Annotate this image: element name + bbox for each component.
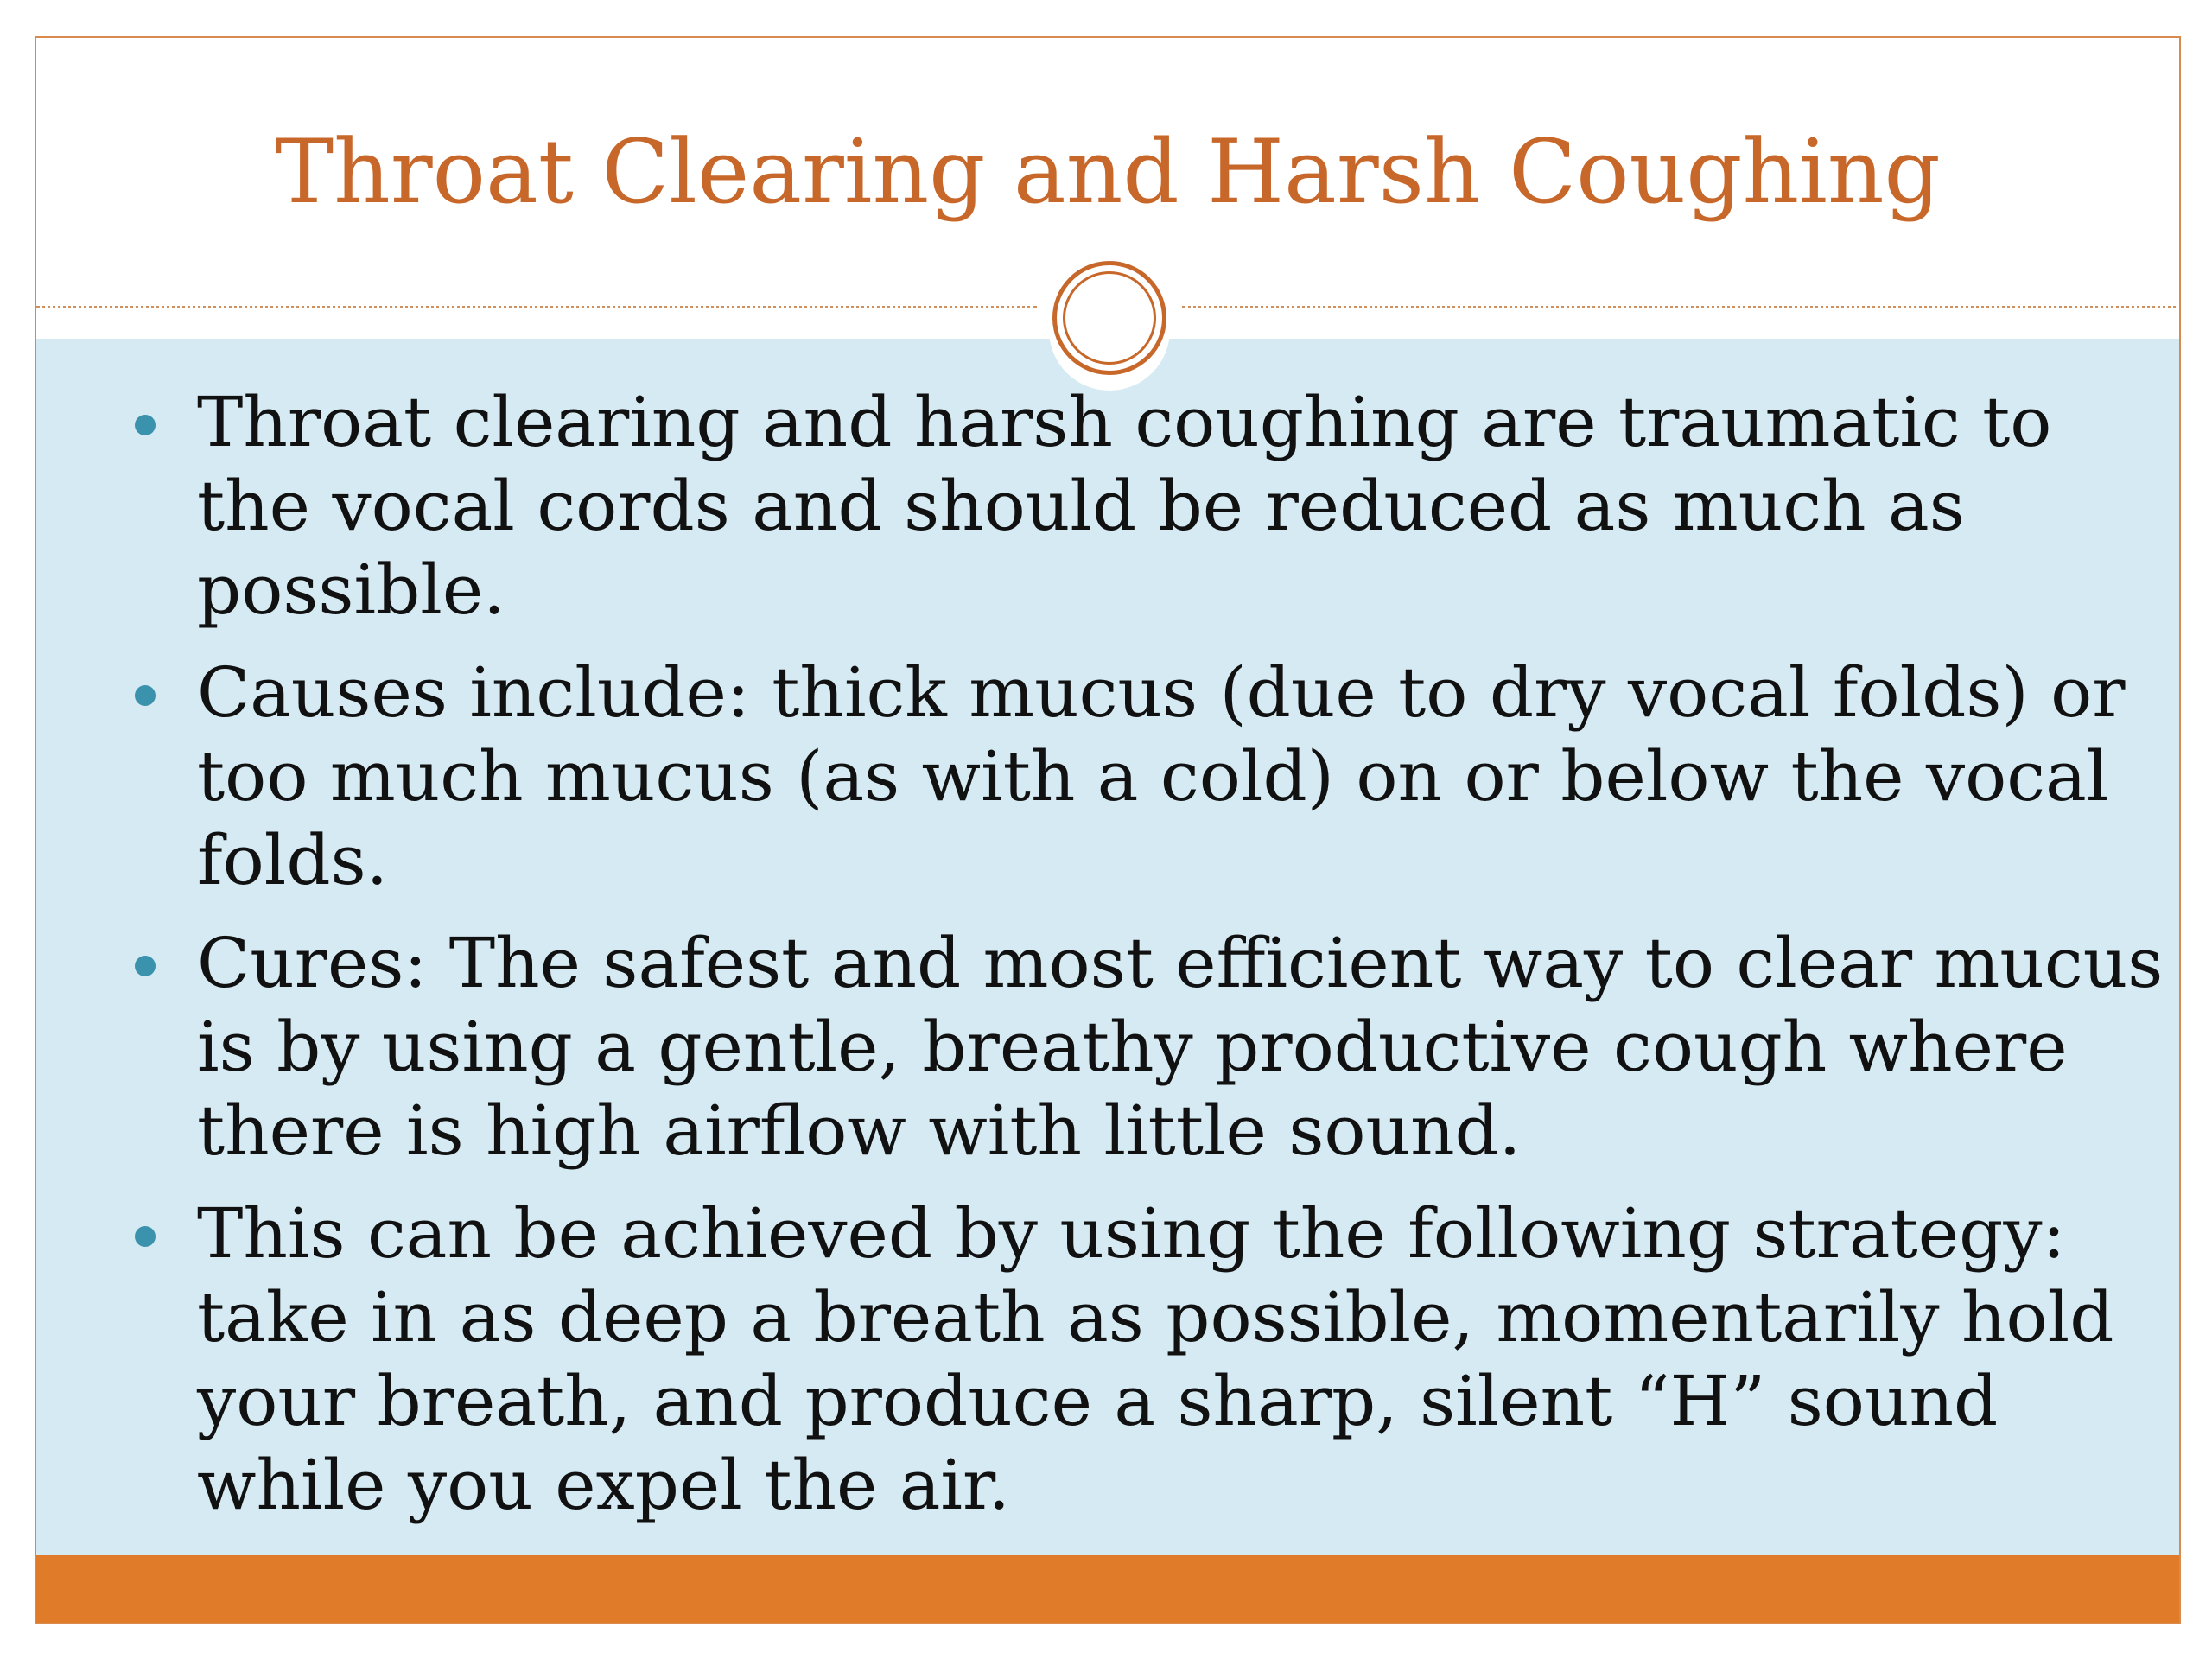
title-divider-left [36, 306, 1037, 308]
bullet-text: Throat clearing and harsh coughing are traumatic to the vocal cords and should be reduced as much as possible. [197, 382, 2052, 630]
bullet-item [162, 651, 2167, 902]
bullet-dot-icon [135, 685, 156, 706]
bullet-text: Cures: The safest and most efficient way to clear mucus is by using a gentle, breathy productive cough where there is high airflow with little sound. [197, 923, 2164, 1171]
bullet-list [162, 380, 2167, 1546]
slide [35, 36, 2181, 1624]
bullet-text: Causes include: thick mucus (due to dry vocal folds) or too much mucus (as with a cold) on or below the vocal folds. [197, 652, 2126, 900]
bullet-item [162, 921, 2167, 1173]
slide-title: Throat Clearing and Harsh Coughing [275, 121, 1941, 224]
bullet-text: This can be achieved by using the following strategy: take in as deep a breath as possible, momentarily hold your breath, and produce a sharp, silent “H” sound while you expel the air. [197, 1193, 2114, 1525]
bullet-item [162, 1192, 2167, 1527]
title-divider-right [1182, 306, 2181, 308]
bullet-dot-icon [135, 415, 156, 435]
ornament-inner-ring [1063, 271, 1156, 365]
circle-ornament-icon [1052, 261, 1166, 375]
bullet-dot-icon [135, 956, 156, 976]
bottom-accent-bar [36, 1555, 2179, 1624]
bullet-item [162, 380, 2167, 632]
bullet-dot-icon [135, 1226, 156, 1247]
